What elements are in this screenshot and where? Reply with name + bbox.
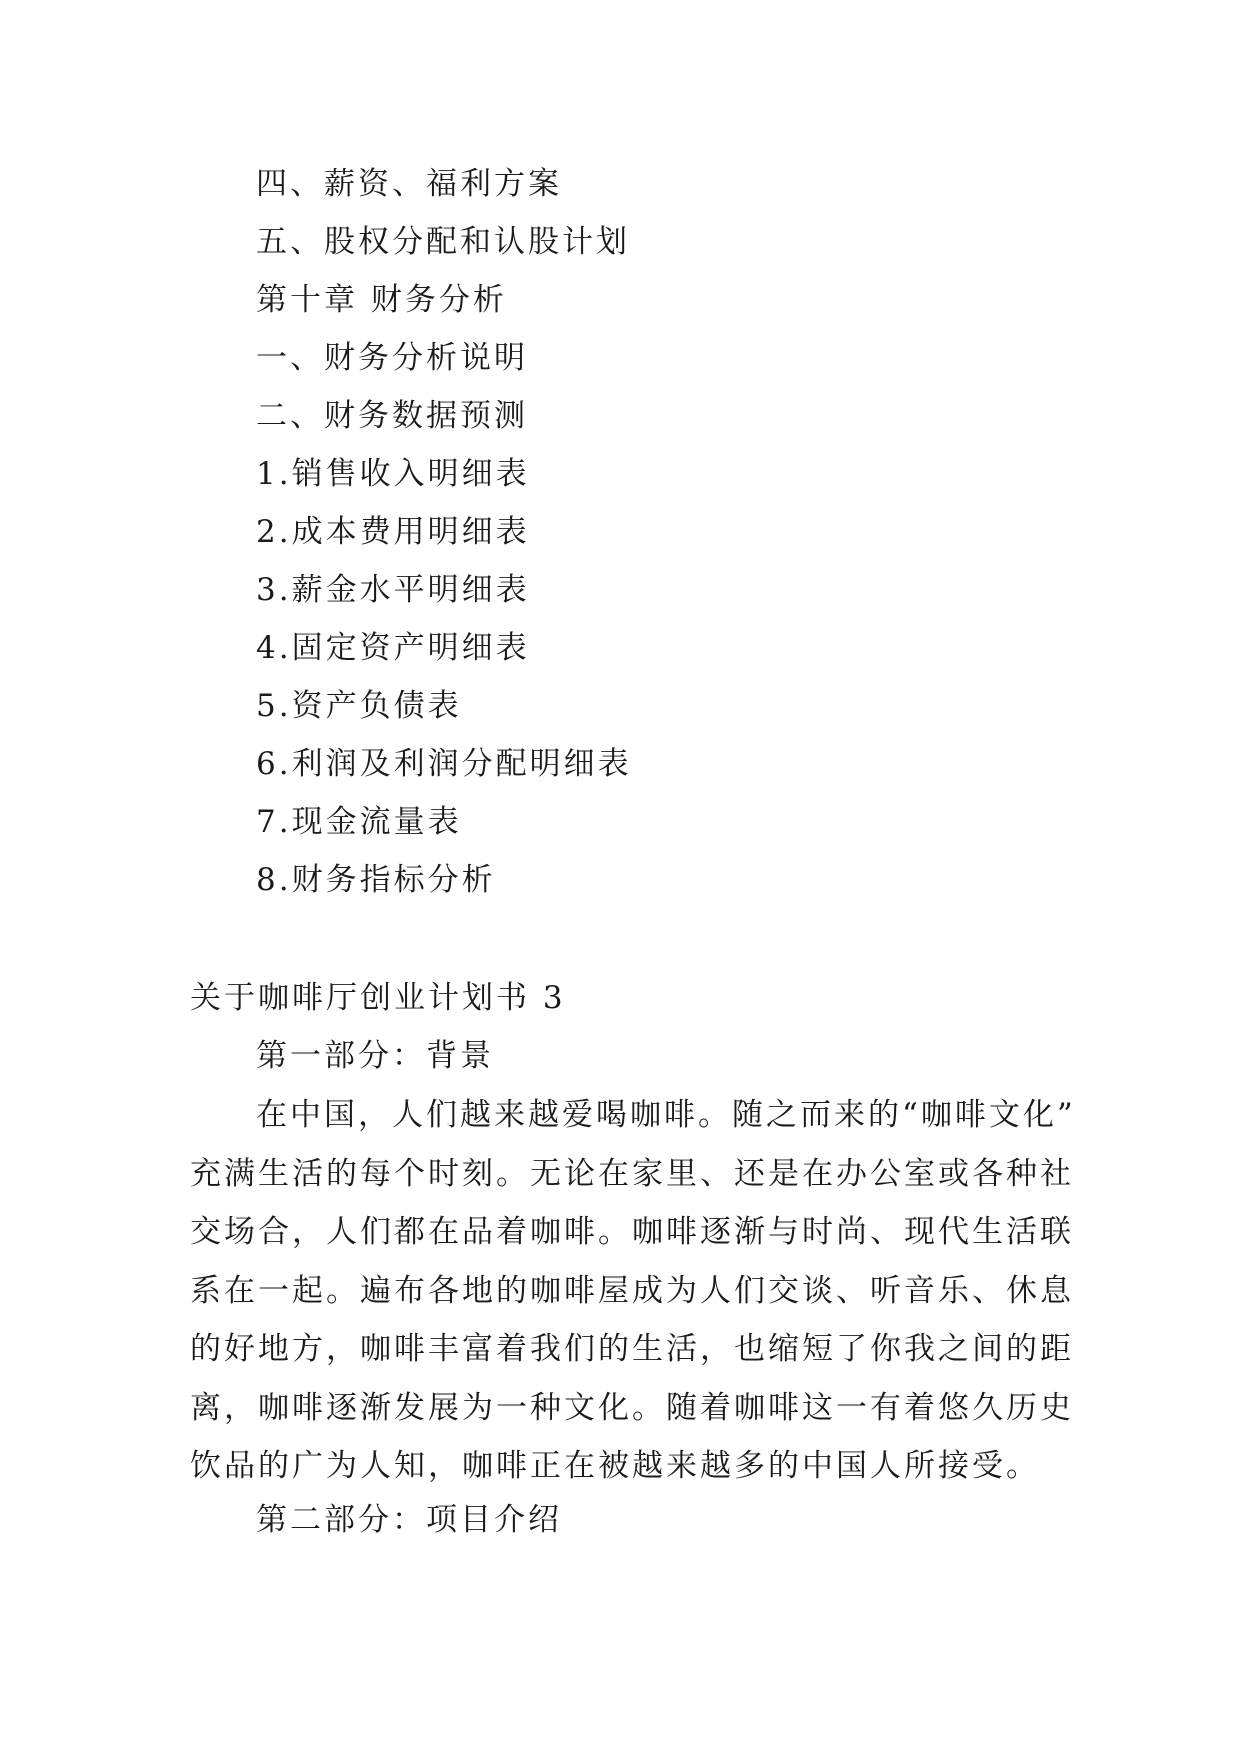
chapter-heading: 第十章 财务分析 [256, 282, 507, 318]
toc-item: 4.固定资产明细表 [256, 630, 530, 666]
paragraph-line: 饮品的广为人知，咖啡正在被越来越多的中国人所接受。 [190, 1448, 1040, 1484]
paragraph-line: 充满生活的每个时刻。无论在家里、还是在办公室或各种社 [190, 1155, 1074, 1192]
toc-item: 5.资产负债表 [256, 688, 462, 724]
paragraph-line: 的好地方，咖啡丰富着我们的生活，也缩短了你我之间的距 [190, 1331, 1074, 1367]
part2-heading: 第二部分：项目介绍 [256, 1502, 562, 1538]
paragraph-line: 离，咖啡逐渐发展为一种文化。随着咖啡这一有着悠久历史 [190, 1389, 1074, 1426]
part1-paragraph [190, 1086, 1076, 1496]
part1-heading: 第一部分：背景 [256, 1038, 494, 1074]
toc-item: 一、财务分析说明 [256, 340, 528, 376]
toc-item: 1.销售收入明细表 [256, 456, 530, 492]
section-title: 关于咖啡厅创业计划书 3 [190, 980, 566, 1016]
toc-item: 四、薪资、福利方案 [256, 166, 562, 202]
toc-item: 6.利润及利润分配明细表 [256, 746, 632, 782]
toc-item: 五、股权分配和认股计划 [256, 224, 630, 260]
toc-item: 3.薪金水平明细表 [256, 572, 530, 608]
toc-item: 8.财务指标分析 [256, 862, 496, 898]
paragraph-line: 在中国，人们越来越爱喝咖啡。随之而来的“咖啡文化” [256, 1097, 1076, 1133]
paragraph-line: 交场合，人们都在品着咖啡。咖啡逐渐与时尚、现代生活联 [190, 1214, 1074, 1250]
toc-item: 7.现金流量表 [256, 804, 462, 840]
toc-item: 2.成本费用明细表 [256, 514, 530, 550]
paragraph-line: 系在一起。遍布各地的咖啡屋成为人们交谈、听音乐、休息 [190, 1272, 1074, 1309]
toc-item: 二、财务数据预测 [256, 398, 528, 434]
